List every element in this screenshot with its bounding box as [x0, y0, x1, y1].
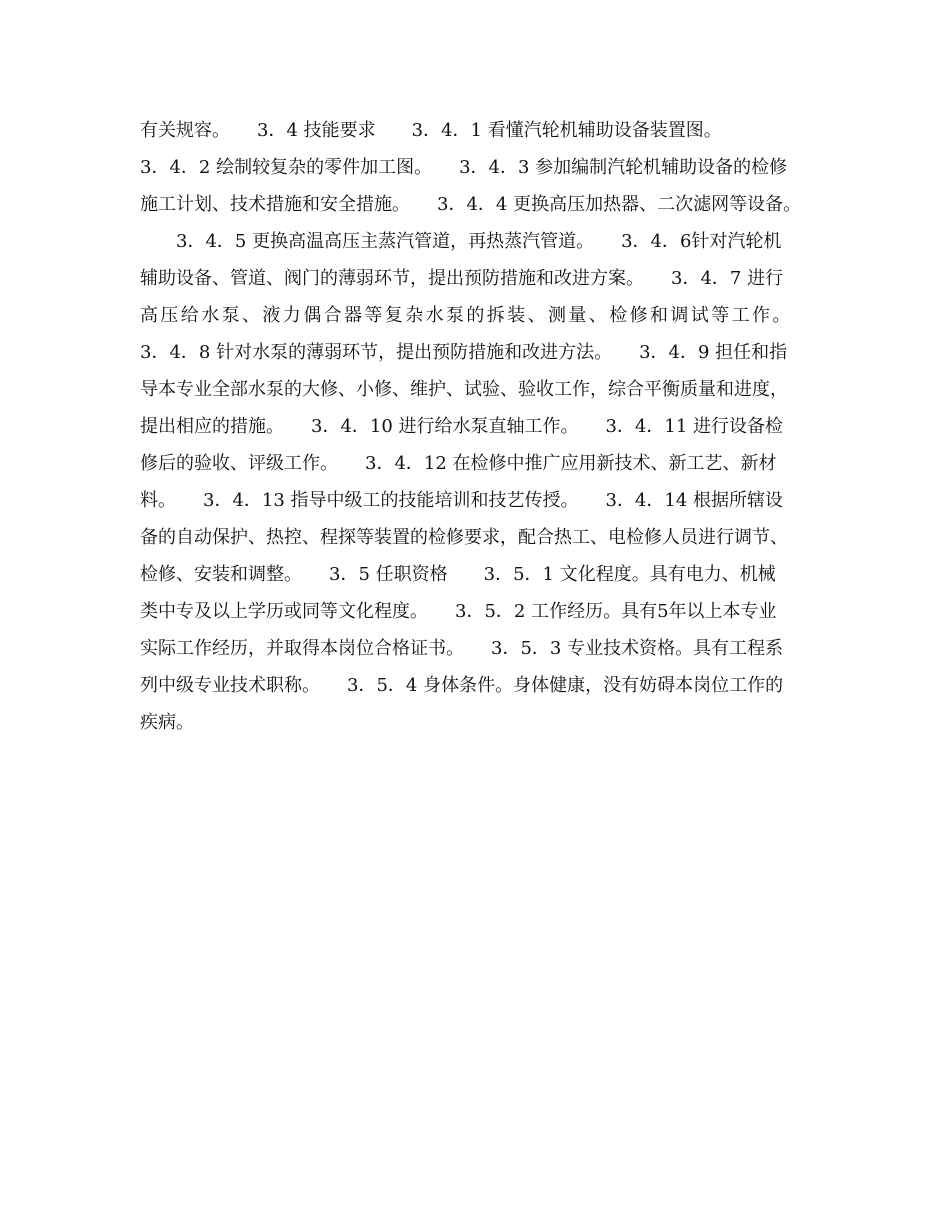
- text-line: 备的自动保护、热控、程探等装置的检修要求，配合热工、电检修人员进行调节、: [140, 527, 788, 548]
- text-line: 有关规容。 3．4 技能要求 3．4．1 看懂汽轮机辅助设备装置图。: [140, 120, 722, 141]
- text-line: 导本专业全部水泵的大修、小修、维护、试验、验收工作，综合平衡质量和进度，: [140, 379, 788, 400]
- text-line: 检修、安装和调整。 3．5 任职资格 3．5．1 文化程度。具有电力、机械: [140, 564, 776, 585]
- text-line: 类中专及以上学历或同等文化程度。 3．5．2 工作经历。具有5年以上本专业: [140, 601, 777, 622]
- text-line: 疾病。: [140, 712, 194, 733]
- text-line: 实际工作经历，并取得本岗位合格证书。 3．5．3 专业技术资格。具有工程系: [140, 638, 784, 659]
- text-line: 辅助设备、管道、阀门的薄弱环节，提出预防措施和改进方案。 3．4．7 进行: [140, 268, 784, 289]
- text-line: 提出相应的措施。 3．4．10 进行给水泵直轴工作。 3．4．11 进行设备检: [140, 416, 784, 437]
- text-line: 修后的验收、评级工作。 3．4．12 在检修中推广应用新技术、新工艺、新材: [140, 453, 777, 474]
- text-line: 料。 3．4．13 指导中级工的技能培训和技艺传授。 3．4．14 根据所辖设: [140, 490, 784, 511]
- text-line: 3．4．8 针对水泵的薄弱环节，提出预防措施和改进方法。 3．4．9 担任和指: [140, 342, 788, 363]
- text-line: 列中级专业技术职称。 3．5．4 身体条件。身体健康，没有妨碍本岗位工作的: [140, 675, 784, 696]
- text-line: 3．4．5 更换高温高压主蒸汽管道，再热蒸汽管道。 3．4．6针对汽轮机: [158, 231, 782, 252]
- text-line: 施工计划、技术措施和安全措施。 3．4．4 更换高压加热器、二次滤网等设备。: [140, 194, 802, 215]
- text-line: 高压给水泵、液力偶合器等复杂水泵的拆装、测量、检修和调试等工作。: [140, 305, 793, 326]
- text-line: 3．4．2 绘制较复杂的零件加工图。 3．4．3 参加编制汽轮机辅助设备的检修: [140, 157, 788, 178]
